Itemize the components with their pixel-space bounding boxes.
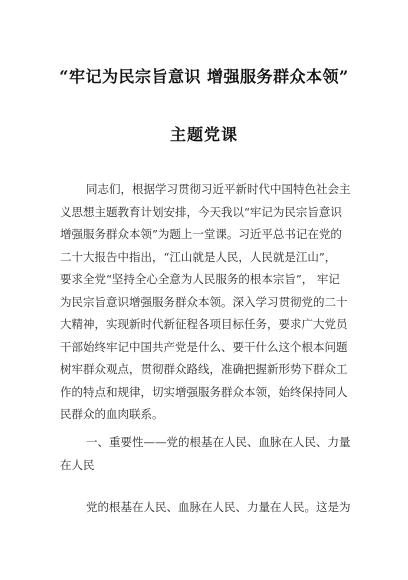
- paragraph-line: 干部始终牢记中国共产党是什么、要干什么这个根本问题: [60, 339, 348, 354]
- paragraph-line: 要求全党“坚持全心全意为人民服务的根本宗旨”， 牢记: [60, 272, 340, 286]
- paragraph-line: 民群众的血肉联系。: [60, 407, 164, 421]
- section-heading-1: [60, 431, 352, 476]
- document-subtitle: 主题党课: [169, 125, 238, 144]
- paragraph-line: 为民宗旨意识增强服务群众本领。深入学习贯彻党的二十: [60, 294, 348, 309]
- paragraph-line: 同志们，根据学习贯彻习近平新时代中国特色社会主: [86, 182, 351, 196]
- paragraph-line: 党的根基在人民、血脉在人民、力量在人民。这是为: [86, 500, 351, 514]
- section-heading-line: 在人民: [60, 457, 95, 472]
- paragraph-line: 作的特点和规律，切实增强服务群众本领，始终保持同人: [60, 384, 348, 399]
- document-title: “牢记为民宗旨意识 增强服务群众本领”: [59, 67, 349, 86]
- paragraph-section-1: [60, 496, 352, 519]
- paragraph-line: 树牢群众观点，贯彻群众路线，准确把握新形势下群众工: [60, 362, 348, 376]
- paragraph-line: 二十大报告中指出，“江山就是人民，人民就是江山”，: [60, 249, 337, 264]
- section-heading-line: 一、重要性——党的根基在人民、血脉在人民、力量: [86, 435, 351, 449]
- paragraph-line: 大精神，实现新时代新征程各项目标任务，要求广大党员: [60, 317, 348, 331]
- paragraph-line: 增强服务群众本领”为题上一堂课。习近平总书记在党的: [60, 227, 342, 241]
- paragraph-line: 义思想主题教育计划安排，今天我以“牢记为民宗旨意识: [60, 204, 342, 219]
- paragraph-intro: [60, 178, 352, 426]
